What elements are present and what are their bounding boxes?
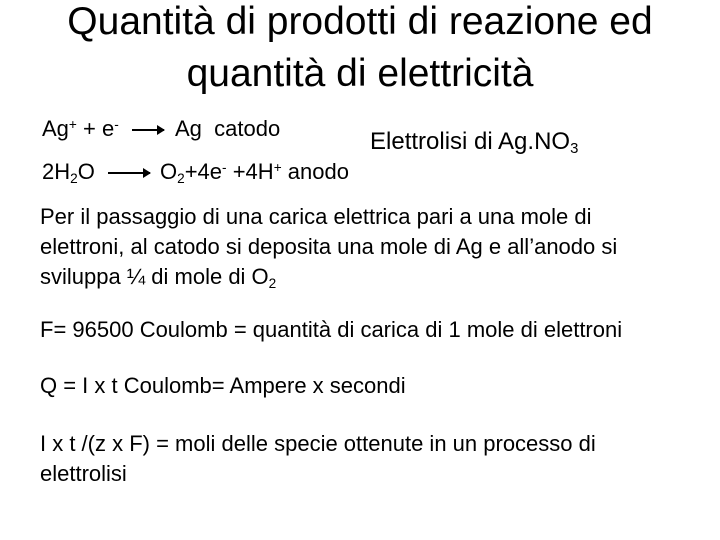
reaction-2-products bbox=[160, 159, 349, 185]
reaction-2-reactants bbox=[42, 159, 95, 185]
protons: +4H bbox=[232, 159, 274, 184]
paragraph-1-line-3-sub: 2 bbox=[268, 275, 277, 291]
electrolysis-label-text: Elettrolisi di Ag.NO bbox=[370, 128, 571, 155]
paragraph-1-line-3-text: sviluppa ¼ di mole di O bbox=[40, 264, 269, 289]
protons-sup: + bbox=[273, 159, 282, 175]
moles-formula-line-1: I x t /(z x F) = moli delle specie ottenute in un processo di bbox=[40, 431, 596, 456]
water-coef: 2H bbox=[42, 159, 71, 184]
oxygen-sub: 2 bbox=[177, 170, 185, 186]
electrons-sup: - bbox=[222, 159, 227, 175]
paragraph-1-line-1: Per il passaggio di una carica elettrica pari a una mole di bbox=[40, 204, 592, 229]
electrons: +4e bbox=[184, 159, 223, 184]
paragraph-1-line-3 bbox=[40, 262, 276, 292]
silver-charge: + bbox=[68, 116, 77, 132]
reaction-2-site: anodo bbox=[287, 159, 349, 184]
electrolysis-label bbox=[370, 128, 578, 156]
faraday-constant: F= 96500 Coulomb = quantità di carica di 1 mole di elettroni bbox=[40, 317, 623, 342]
charge-formula: Q = I x t Coulomb= Ampere x secondi bbox=[40, 373, 406, 398]
product-silver: Ag bbox=[175, 116, 202, 141]
reaction-1-site: catodo bbox=[214, 116, 281, 141]
water-sub: 2 bbox=[70, 170, 78, 186]
reaction-2-arrow bbox=[108, 172, 150, 174]
reactant-silver: Ag bbox=[42, 116, 69, 141]
page-title-line-2: quantità di elettricità bbox=[186, 52, 534, 95]
reaction-1-reactants bbox=[42, 116, 119, 142]
reaction-1-products bbox=[175, 116, 280, 142]
reaction-1-arrow bbox=[132, 129, 164, 131]
plus-electron: + e bbox=[83, 116, 115, 141]
water-tail: O bbox=[77, 159, 95, 184]
paragraph-1-line-2: elettroni, al catodo si deposita una mole di Ag e all’anodo si bbox=[40, 234, 618, 259]
electrolysis-label-sub: 3 bbox=[570, 141, 579, 158]
oxygen: O bbox=[160, 159, 178, 184]
page-title-line-1: Quantità di prodotti di reazione ed bbox=[67, 0, 653, 43]
moles-formula-line-2: elettrolisi bbox=[40, 461, 127, 486]
electron-charge: - bbox=[114, 116, 119, 132]
